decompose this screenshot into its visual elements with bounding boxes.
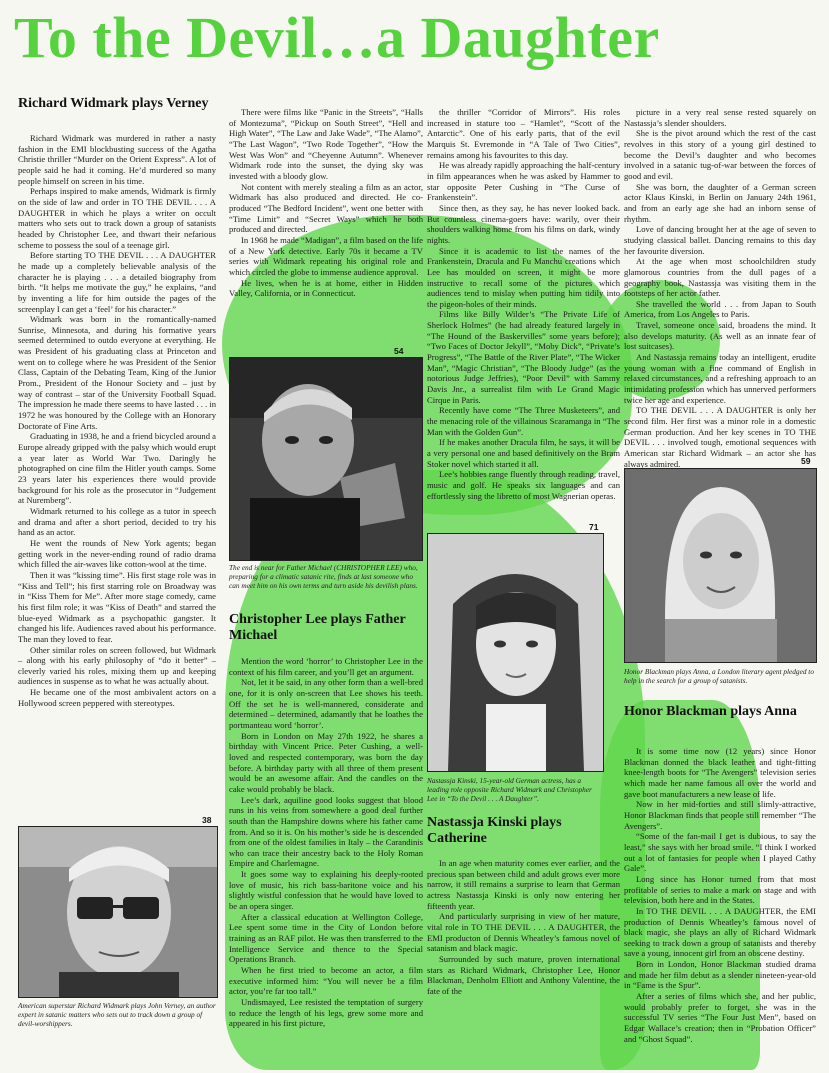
article-paragraph: Lee’s dark, aquiline good looks suggest that blood runs in his veins from somewhere a good deal further south than the Hampshire downs where his father came from. And so it is. On his mother’s side he is descended from one of the oldest families in Italy – the Carandinis who can trace their ancestry back to the Holy Roman Empire and Charlemagne. <box>229 794 423 869</box>
caption-lee: The end is near for Father Michael (CHRISTOPHER LEE) who, preparing for a climatic satanic rite, finds at last someone who can meet him on his own terms and turn aside his devilish plans. <box>229 563 418 590</box>
article-paragraph: Born in London on May 27th 1922, he shares a birthday with Vincent Price. Peter Cushing, a well-loved and respected contemporary, was born the day before. A birthday party with all three of them present would be an awesome affair. And the candles on the cake would probably be black. <box>229 730 423 794</box>
article-paragraph: Films like Billy Wilder’s “The Private Life of Sherlock Holmes” (he had already featured largely in “The Hound of the Baskervilles” some years before); “Two Faces of Doctor Jekyll”, “Moby Dick”, “Private’s Progress”, “The Battle of the River Plate”, “The Wicker Man”, “Magic Christian”, “The Bloody Judge” (as the notorious Judge Jeffries), “Poor Devil” with Sammy Davis Jnr., a surrealist film with Le Grand Magic Cirque in Paris. <box>427 309 620 405</box>
article-paragraph: She is the pivot around which the rest of the cast revolves in this story of a young girl destined to become the Devil’s daughter and who becomes involved in a satanic tug-of-war between the forces of good and evil. <box>624 128 816 181</box>
photo-number-widmark: 38 <box>202 815 212 825</box>
article-paragraph: Widmark returned to his college as a tutor in speech and drama and after a short period, decided to try his hand as an actor. <box>18 505 216 538</box>
caption-blackman: Honor Blackman plays Anna, a London literary agent pledged to help in the search for a group of satanists. <box>624 667 814 685</box>
heading-blackman: Honor Blackman plays Anna <box>624 704 797 719</box>
article-paragraph: TO THE DEVIL . . . A DAUGHTER is only her second film. Her first was a minor role in a domestic German production. And her key scenes in TO THE DEVIL . . . involved tough, emotional sequences with American star Richard Widmark – an actor she has always admired. <box>624 405 816 469</box>
article-paragraph: Love of dancing brought her at the age of seven to studying classical ballet. Dancing remains to this day her favourite diversion. <box>624 224 816 256</box>
article-paragraph: At the age when most schoolchildren study glamorous countries from the dull pages of a geography book, Nastassja was visiting them in the footsteps of her actor father. <box>624 256 816 299</box>
article-paragraph: In an age when maturity comes ever earlier, and the precious span between child and adult grows ever more narrow, it still remains a surprise to learn that German actress Nastassja Kinski is only now entering her fifteenth year. <box>427 858 620 911</box>
photo-kinski <box>427 533 604 772</box>
article-paragraph: Born in London, Honor Blackman studied drama and made her film debut as a slender nineteen-year-old in “Fame is the Spur”. <box>624 959 816 991</box>
photo-number-kinski: 71 <box>589 522 599 532</box>
article-paragraph: “Some of the fan-mail I get is dubious, to say the least,” she says with her broad smile. “I think I worked out a lot of fantasies for people when I played Cathy Gale”. <box>624 831 816 874</box>
article-paragraph: She was born, the daughter of a German screen actor Klaus Kinski, in Berlin on January 24th 1961, and from an early age she had an inborn sense of rhythm. <box>624 181 816 224</box>
article-paragraph: Lee’s hobbies range fluently through reading, travel, music and golf. He speaks six languages and can effortlessly sing the libretto of most Wagnerian operas. <box>427 469 620 501</box>
article-paragraph: Other similar roles on screen followed, but Widmark – along with his early philosophy of “do it better” – cleverly varied his roles, mixing them up and keeping audiences in suspense as to what he was actually about. <box>18 644 216 687</box>
article-paragraph: picture in a very real sense rested squarely on Nastassja’s slender shoulders. <box>624 107 816 128</box>
article-paragraph: It is some time now (12 years) since Honor Blackman donned the black leather and tight-fitting knee-length boots for “The Avengers” television series which made her name famous all over the world and gave boot manufacturers a new lease of life. <box>624 746 816 799</box>
article-paragraph: Travel, someone once said, broadens the mind. It also develops maturity. (As well as an innate fear of lost suitcases). <box>624 320 816 352</box>
article-paragraph: Surrounded by such mature, proven international stars as Richard Widmark, Christopher Lee, Honor Blackman, Denholm Elliott and Anthony Valentine, the fate of the <box>427 953 620 996</box>
page-title: To the Devil…a Daughter <box>14 5 660 70</box>
article-paragraph: When he first tried to become an actor, a film executive informed him: “You will never be a film actor, you’re far too tall.” <box>229 965 423 997</box>
heading-widmark: Richard Widmark plays Verney <box>18 96 209 111</box>
lee-article-col3 <box>427 107 620 517</box>
article-paragraph: And Nastassja remains today an intelligent, erudite young woman with a fine command of English in relaxed circumstances, and a refreshing approach to an intimidating profession which has unnerved performers twice her age and experience. <box>624 352 816 405</box>
article-paragraph: Recently have come “The Three Musketeers”, and the menacing role of the villainous Scaramanga in “The Man with the Golden Gun”. <box>427 405 620 437</box>
article-paragraph: Undismayed, Lee resisted the temptation of surgery to reduce the length of his legs, grew some more and appeared in his first picture, <box>229 997 423 1029</box>
article-paragraph: Since it is academic to list the names of the Frankenstein, Dracula and Fu Manchu creations which Lee has moulded on screen, it might be more instructive to recall some of the pictures which audiences tend to mislay when putting him tidily into the pigeon-holes of their minds. <box>427 245 620 309</box>
article-paragraph: He became one of the most ambivalent actors on a Hollywood screen peppered with stereotypes. <box>18 687 216 708</box>
heading-lee: Christopher Lee plays Father Michael <box>229 612 406 644</box>
article-paragraph: Widmark was born in the romantically-named Sunrise, Minnesota, and during his formative years seemed determined to outdo everyone at everything. He was President of his graduating class at Princeton and went on to college where he was President of the Senior Class, Captain of the Debating Team, King of the Junior Prom., President of the Honour Society and – just by way of contrast – star of the University Football Squad. The impression he made there seems to have lasted . . . in 1972 he was honoured by the College with an Honorary Doctorate of Fine Arts. <box>18 314 216 431</box>
article-paragraph: He went the rounds of New York agents; began getting work in the never-ending round of radio drama which filled the air-waves like cotton-wool at the time. <box>18 537 216 570</box>
article-paragraph: If he makes another Dracula film, he says, it will be a very personal one and based definitively on the Bram Stoker novel which started it all. <box>427 437 620 469</box>
article-paragraph: Then it was “kissing time”. His first stage role was in “Kiss and Tell”; his first starring role on Broadway was in “Kiss Them for Me”. After more stage comedy, came his first film role; it was “Kiss of Death” and starred the blue-eyed Widmark as a psychopathic gangster. It changed his life. Audiences raved about his performance. The man they loved to fear. <box>18 569 216 644</box>
article-paragraph: Long since has Honor turned from that most profitable of series to make a mark on stage and with television, both here and in the States. <box>624 873 816 906</box>
article-paragraph: Perhaps inspired to make amends, Widmark is firmly on the side of law and order in TO THE DEVIL . . . A DAUGHTER in which he plays a writer on occult matters who sets out to track down a group of satanists headed by Christopher Lee, and thwart their nefarious scheme to possess the soul of a teenage girl. <box>18 186 216 250</box>
article-paragraph: In 1968 he made “Madigan”, a film based on the life of a New York detective. Early 70s it became a TV series with Widmark repeating his original role and which circled the globe to immense audience approval. <box>229 234 423 277</box>
article-paragraph: Graduating in 1938, he and a friend bicycled around a Europe already gripped with the palsy which would erupt a year later as World War Two. Daringly he photographed on cine film the Hitler youth camps. Some 23 years later his experiences there would provide background for his role as the prosecutor in “Judgement at Nuremberg”. <box>18 431 216 506</box>
article-paragraph: Richard Widmark was murdered in rather a nasty fashion in the EMI blockbusting success of the Agatha Christie thriller “Murder on the Orient Express”. A lot of people said he had it coming. He’d murdered so many people himself on screen in his time. <box>18 133 216 186</box>
article-paragraph: There were films like “Panic in the Streets”, “Halls of Montezuma”, “Pickup on South Street”, “Hell and High Water”, “The Law and Jake Wade”, “The Alamo”, “The Last Wagon”, “Two Rode Together”, “How the West Was Won” and “Cheyenne Autumn”. Whenever Widmark rode into the sunset, the dying sky was invested with a bloody glow. <box>229 107 423 181</box>
article-paragraph: the thriller “Corridor of Mirrors”. His roles increased in stature too – “Hamlet”, “Scott of the Antarctic”. One of his early parts, that of the evil Marquis St. Evremonde in “A Tale of Two Cities”, remains among his favourites to this day. <box>427 107 620 160</box>
article-paragraph: Now in her mid-forties and still slimly-attractive, Honor Blackman finds that people still remember “The Avengers”. <box>624 799 816 831</box>
widmark-article-col2 <box>229 107 423 345</box>
photo-lee <box>229 357 423 561</box>
lee-article-col2 <box>229 656 423 1056</box>
widmark-article-col1 <box>18 133 216 817</box>
article-paragraph: Since then, as they say, he has never looked back. But countless cinema-goers have: warily, over their shoulders walking home from his films on dark, windy nights. <box>427 202 620 245</box>
article-paragraph: Not, let it be said, in any other form than a well-bred one, for it is only on-screen that Lee shows his teeth. Off the set he is well-mannered, considerate and determined – determined, adamantly that he loathes the portmanteau word ‘horror’. <box>229 677 423 730</box>
article-paragraph: He lives, when he is at home, either in Hidden Valley, California, or in Connecticut. <box>229 277 423 299</box>
kinski-article-col3 <box>427 858 620 1058</box>
article-paragraph: In TO THE DEVIL . . . A DAUGHTER, the EMI production of Dennis Wheatley’s famous novel of black magic, she plays an ally of Richard Widmark seeking to track down a group of satanists and thereby save a young, innocent girl from an obscene destiny. <box>624 905 816 959</box>
article-paragraph: It goes some way to explaining his deeply-rooted love of music, his rich bass-baritone voice and his slightly wistful confession that he would have loved to be an opera singer. <box>229 869 423 912</box>
article-paragraph: Not content with merely stealing a film as an actor, Widmark has also produced and directed. He co-produced “The Bedford Incident”, went one better with “Time Limit” and “Secret Ways” which he both produced and directed. <box>229 181 423 235</box>
photo-blackman <box>624 468 817 663</box>
blackman-article-col4 <box>624 746 816 1058</box>
article-paragraph: After a series of films which she, and her public, would probably prefer to forget, she was in the successful TV series “The Four Just Men”, based on Edgar Wallace’s creation; then in “Probation Officer” and “Ghost Squad”. <box>624 991 816 1044</box>
article-paragraph: And particularly surprising in view of her mature, vital role in TO THE DEVIL . . . A DAUGHTER, the EMI producton of Dennis Wheatley’s famous novel of satanism and black magic. <box>427 911 620 954</box>
article-paragraph: Before starting TO THE DEVIL . . . A DAUGHTER he made up a completely believable analysis of the character he is playing . . . a detailed biography from birth. “It helps me motivate the guy,” he explains, “and by inventing a life for him outside the pages of the screenplay I can get a ‘feel’ for his character.” <box>18 250 216 314</box>
article-paragraph: She travelled the world . . . from Japan to South America, from Los Angeles to Paris. <box>624 298 816 320</box>
article-paragraph: Mention the word ‘horror’ to Christopher Lee in the context of his film career, and you’ll get an argument. <box>229 656 423 677</box>
photo-widmark <box>18 826 218 998</box>
article-paragraph: After a classical education at Wellington College, Lee spent some time in the City of London before training as an RAF pilot. He was then transferred to the Intelligence Service and thence to the Special Operations Branch. <box>229 911 423 965</box>
caption-kinski: Nastassja Kinski, 15-year-old German actress, has a leading role opposite Richard Widmark and Christopher Lee in “To the Devil . . . A Daughter”. <box>427 776 592 803</box>
photo-number-blackman: 59 <box>801 456 811 466</box>
photo-number-lee: 54 <box>394 346 404 356</box>
caption-widmark: American superstar Richard Widmark plays John Verney, an author expert in satanic matters who sets out to track down a group of devil-worshippers. <box>18 1001 216 1028</box>
article-paragraph: He was already rapidly approaching the half-century in film appearances when he was asked by Hammer to star opposite Peter Cushing in “The Curse of Frankenstein”. <box>427 160 620 203</box>
heading-kinski: Nastassja Kinski plays Catherine <box>427 815 562 847</box>
